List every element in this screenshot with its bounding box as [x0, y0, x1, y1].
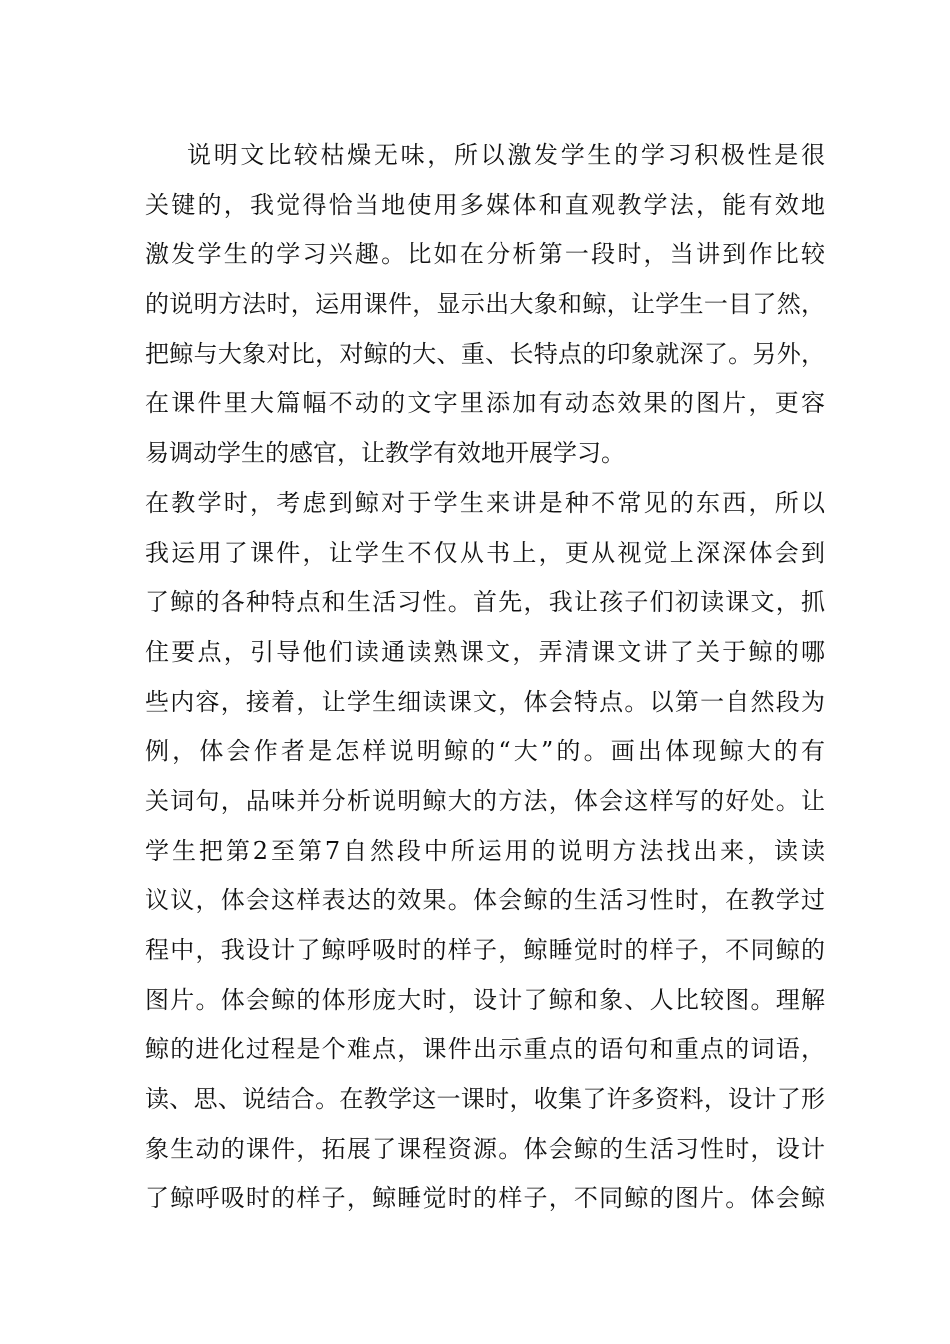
paragraph-1	[145, 131, 825, 479]
paragraph-2	[145, 479, 825, 1224]
text-line: 在课件里大篇幅不动的文字里添加有动态效果的图片，更容	[145, 389, 825, 418]
text-line: 把鲸与大象对比，对鲸的大、重、长特点的印象就深了。另外，	[145, 339, 825, 368]
text-line: 图片。体会鲸的体形庞大时，设计了鲸和象、人比较图。理解	[145, 985, 825, 1014]
text-line: 些内容，接着，让学生细读课文，体会特点。以第一自然段为	[145, 687, 825, 716]
text-line: 例，体会作者是怎样说明鲸的“大”的。画出体现鲸大的有	[145, 737, 825, 766]
body-text	[145, 131, 825, 1224]
text-line: 的说明方法时，运用课件，显示出大象和鲸，让学生一目了然，	[145, 290, 825, 319]
text-line: 读、思、说结合。在教学这一课时，收集了许多资料，设计了形	[145, 1085, 825, 1114]
text-line: 在教学时，考虑到鲸对于学生来讲是种不常见的东西，所以	[145, 488, 825, 517]
text-line: 程中，我设计了鲸呼吸时的样子，鲸睡觉时的样子，不同鲸的	[145, 936, 825, 964]
text-line: 议议，体会这样表达的效果。体会鲸的生活习性时，在教学过	[145, 886, 825, 915]
text-line: 学生把第2至第7自然段中所运用的说明方法找出来，读读	[145, 836, 825, 865]
text-line: 住要点，引导他们读通读熟课文，弄清课文讲了关于鲸的哪	[145, 637, 825, 666]
text-line: 关词句，品味并分析说明鲸大的方法，体会这样写的好处。让	[145, 786, 825, 815]
text-line: 易调动学生的感官，让教学有效地开展学习。	[145, 439, 625, 468]
text-line: 了鲸的各种特点和生活习性。首先，我让孩子们初读课文，抓	[145, 588, 825, 617]
text-line: 了鲸呼吸时的样子，鲸睡觉时的样子，不同鲸的图片。体会鲸	[145, 1184, 825, 1213]
text-line: 鲸的进化过程是个难点，课件出示重点的语句和重点的词语，	[145, 1035, 825, 1064]
text-line: 我运用了课件，让学生不仅从书上，更从视觉上深深体会到	[145, 538, 825, 567]
text-line: 说明文比较枯燥无味，所以激发学生的学习积极性是很	[187, 141, 825, 169]
text-line: 关键的，我觉得恰当地使用多媒体和直观教学法，能有效地	[145, 190, 825, 219]
text-line: 象生动的课件，拓展了课程资源。体会鲸的生活习性时，设计	[145, 1134, 825, 1163]
text-line: 激发学生的学习兴趣。比如在分析第一段时，当讲到作比较	[145, 240, 825, 269]
